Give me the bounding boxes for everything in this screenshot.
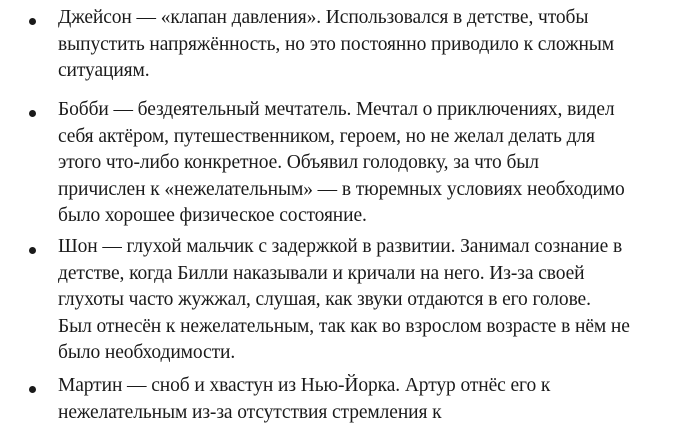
bullet-dot	[29, 386, 36, 393]
text-line: нежелательным из-за отсутствия стремления к	[58, 401, 442, 423]
list-item-text	[58, 234, 658, 367]
text-line: Бобби — бездеятельный мечтатель. Мечтал о приключениях, видел	[58, 99, 615, 120]
list-item-text	[58, 373, 658, 426]
text-line: этого что-либо конкретное. Объявил голодовку, за что был	[58, 152, 539, 173]
text-line: Мартин — сноб и хвастун из Нью-Йорка. Артур отнёс его к	[58, 375, 551, 396]
bullet-dot	[29, 110, 36, 117]
list-item-text	[58, 97, 658, 230]
text-line: Был отнесён к нежелательным, так как во взрослом возрасте в нём не	[58, 315, 630, 337]
text-line: себя актёром, путешественником, героем, но не желал делать для	[58, 125, 595, 147]
bullet-dot	[29, 247, 36, 254]
text-line: было необходимости.	[58, 342, 236, 363]
text-line: детстве, когда Билли наказывали и кричали на него. Из-за своей	[58, 262, 585, 284]
text-line: глухоты часто жужжал, слушая, как звуки отдаются в его голове.	[58, 289, 591, 310]
list-item-text	[58, 5, 658, 85]
text-line: причислен к «нежелательным» — в тюремных условиях необходимо	[58, 178, 625, 200]
text-line: выпустить напряжённость, но это постоянно приводило к сложным	[58, 33, 615, 55]
text-line: Шон — глухой мальчик с задержкой в развитии. Занимал сознание в	[58, 236, 623, 257]
text-line: Джейсон — «клапан давления». Использовался в детстве, чтобы	[58, 7, 589, 28]
text-line: было хорошее физическое состояние.	[58, 205, 367, 226]
text-line: ситуациям.	[58, 60, 150, 81]
bullet-dot	[29, 18, 36, 25]
